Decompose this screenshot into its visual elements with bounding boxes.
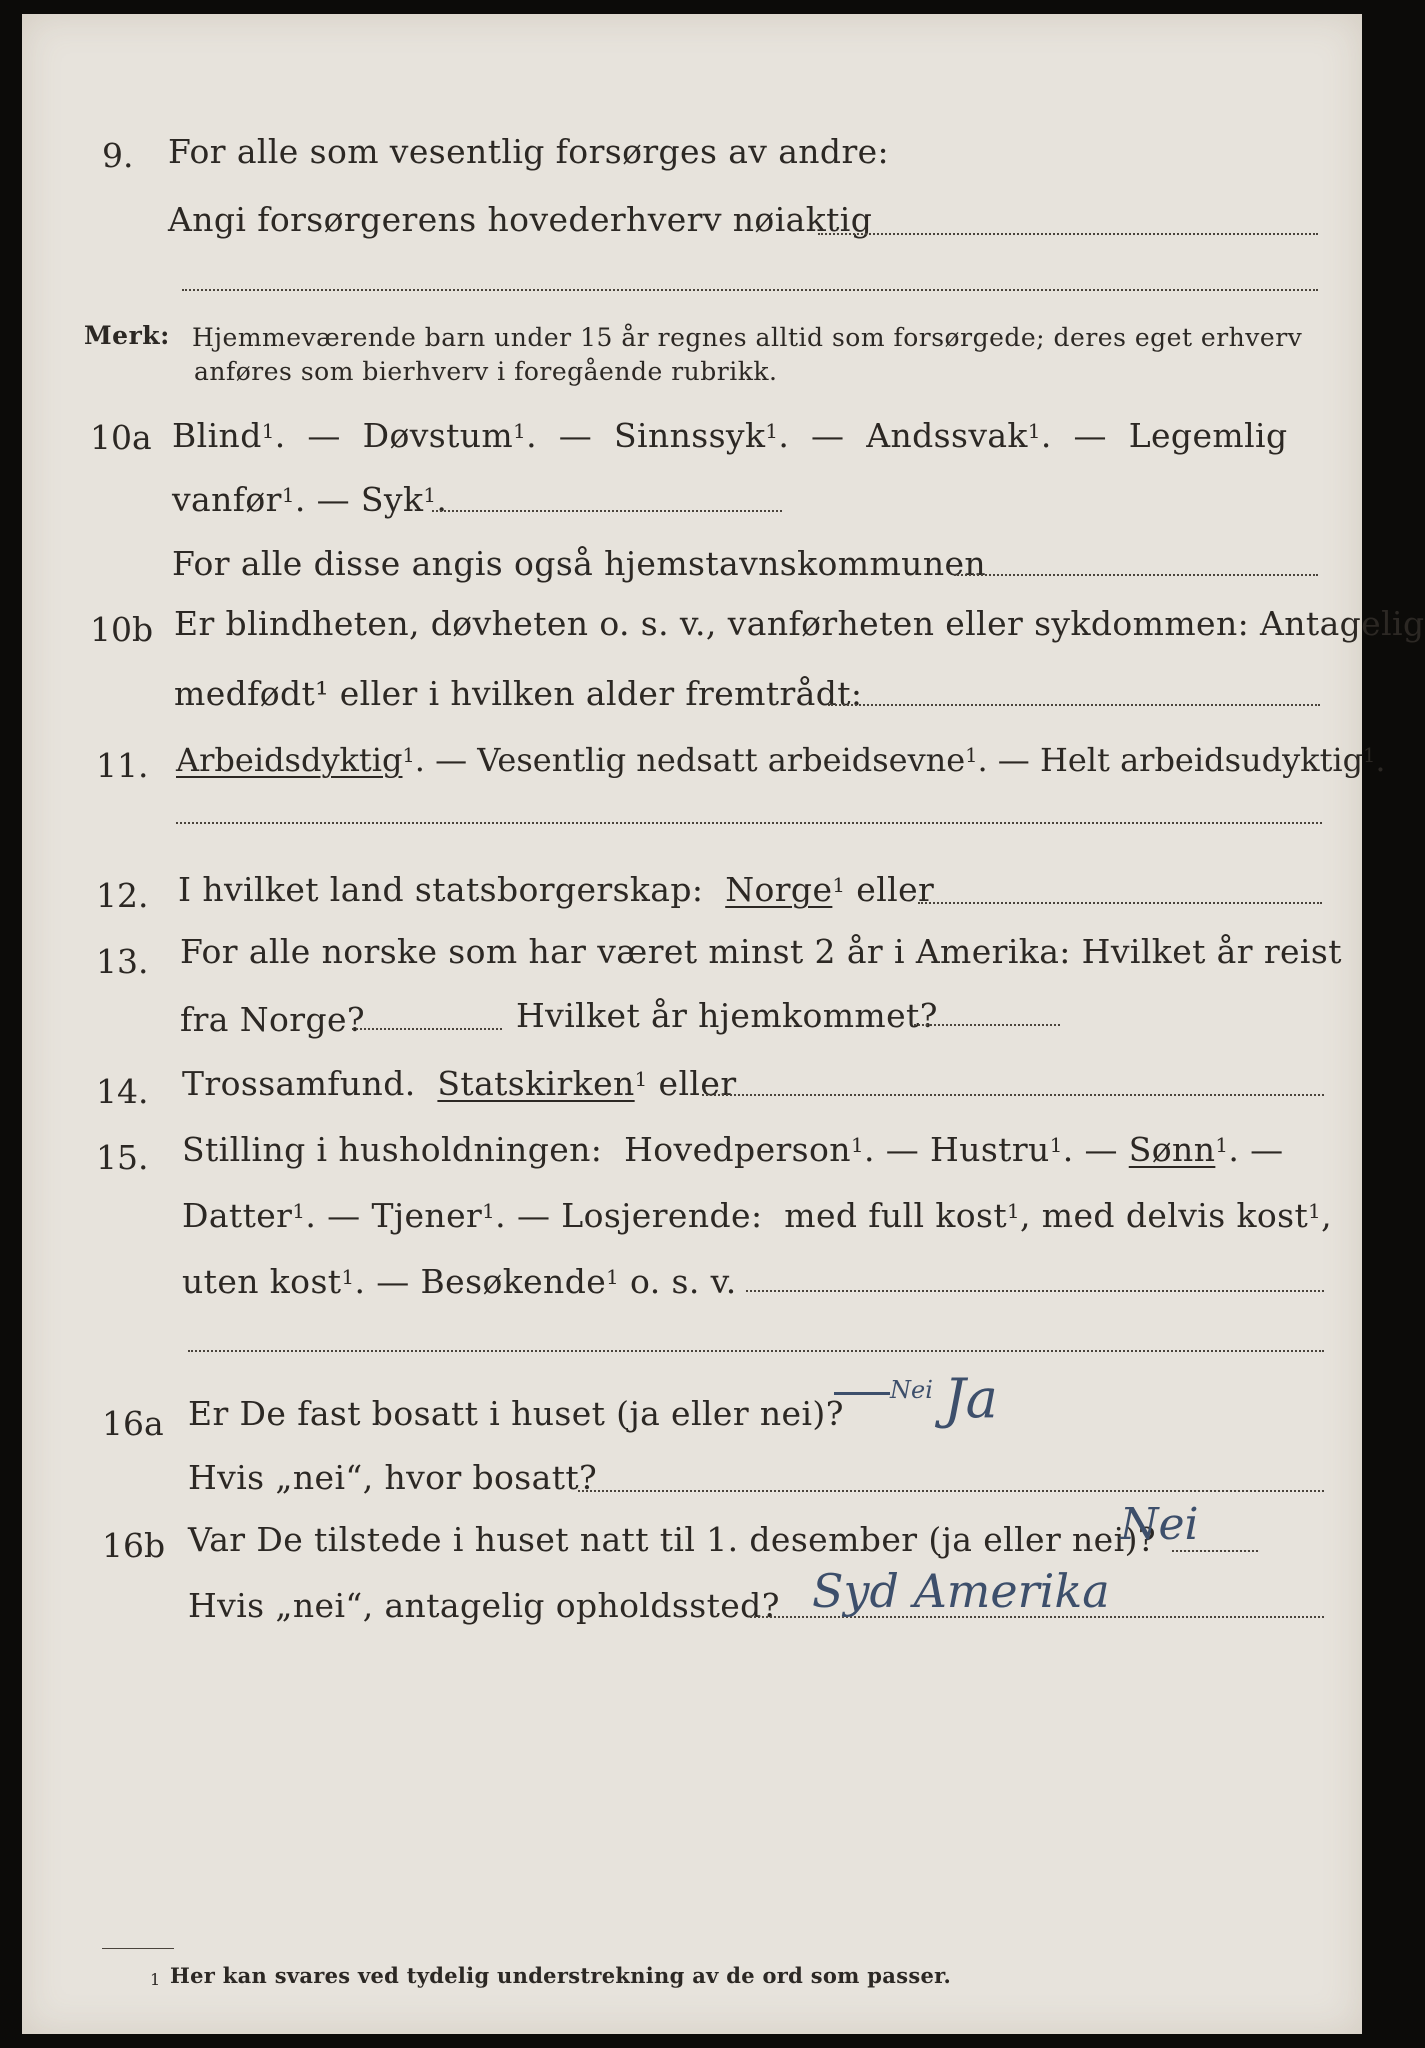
question-text: Er De fast bosatt i huset (ja eller nei)? <box>188 1394 844 1433</box>
question-number: 11. <box>96 746 149 785</box>
option-full-kost[interactable]: med full kost <box>784 1196 1008 1235</box>
answer-line <box>954 574 1318 576</box>
handwritten-answer: Nei <box>1120 1499 1199 1550</box>
option-arbeidsdyktig[interactable]: Arbeidsdyktig <box>176 741 403 779</box>
option-nedsatt[interactable]: Vesentlig nedsatt arbeidsevne <box>477 741 966 779</box>
answer-line <box>914 1024 1060 1026</box>
question-number: 15. <box>96 1138 149 1177</box>
merk-text: Hjemmeværende barn under 15 år regnes alltid som forsørgede; deres eget erhverv <box>192 323 1303 352</box>
handwritten-answer: Ja <box>944 1367 998 1430</box>
option-sonn[interactable]: Sønn <box>1128 1130 1216 1169</box>
question-number: 9. <box>102 136 134 175</box>
option-datter[interactable]: Datter <box>182 1196 293 1235</box>
option-hustru[interactable]: Hustru <box>930 1130 1050 1169</box>
strike-mark <box>834 1392 890 1395</box>
question-text: uten kost$^1$. — Besøkende$^1$ o. s. v. <box>182 1262 737 1301</box>
option-vanfor[interactable]: vanfør <box>172 480 282 519</box>
answer-line <box>176 822 1322 824</box>
handwritten-answer: Syd Amerika <box>812 1564 1110 1618</box>
question-text: For alle som vesentlig forsørges av andre: <box>168 132 890 171</box>
question-text: Trossamfund. Statskirken$^1$ eller <box>182 1064 737 1103</box>
question-number: 10a <box>90 418 152 457</box>
answer-line <box>702 1094 1324 1096</box>
question-number: 12. <box>96 876 149 915</box>
option-sinnssyk[interactable]: Sinnssyk <box>613 416 766 455</box>
question-text: medfødt¹ eller i hvilken alder fremtrådt: <box>174 674 863 713</box>
option-uten-kost[interactable]: uten kost <box>182 1262 342 1301</box>
question-text: Arbeidsdyktig$^1$. — Vesentlig nedsatt arbeidsevne$^1$. — Helt arbeidsudyktig$^1$. <box>176 741 1386 779</box>
question-number: 16a <box>102 1404 164 1443</box>
option-norge[interactable]: Norge <box>725 870 833 909</box>
question-text: Var De tilstede i huset natt til 1. desember (ja eller nei)? <box>188 1520 1156 1559</box>
answer-line <box>746 1290 1324 1292</box>
question-text: Stilling i husholdningen: Hovedperson$^1$. — Hustru$^1$. — Sønn$^1$. — <box>182 1130 1284 1169</box>
answer-line <box>578 1490 1324 1492</box>
question-text: Datter$^1$. — Tjener$^1$. — Losjerende: med full kost$^1$, med delvis kost$^1$, <box>182 1196 1333 1235</box>
question-number: 14. <box>96 1072 149 1111</box>
question-text: Angi forsørgerens hovederhverv nøiaktig <box>168 200 873 239</box>
option-syk[interactable]: Syk <box>360 480 424 519</box>
option-blind[interactable]: Blind <box>172 416 262 455</box>
answer-line <box>818 233 1318 235</box>
question-text: Blind$^1$. — Døvstum$^1$. — Sinnssyk$^1$. — Andssvak$^1$. — Legemlig <box>172 416 1288 455</box>
answer-line <box>1172 1550 1258 1552</box>
question-number: 16b <box>102 1526 166 1565</box>
question-text: For alle disse angis også hjemstavnskommunen <box>172 544 987 583</box>
option-dovstum[interactable]: Døvstum <box>362 416 514 455</box>
option-udyktig[interactable]: Helt arbeidsudyktig <box>1039 741 1364 779</box>
question-text: fra Norge? <box>180 1000 366 1039</box>
option-legemlig[interactable]: Legemlig <box>1128 416 1288 455</box>
question-text: Er blindheten, døvheten o. s. v., vanførheten eller sykdommen: Antagelig <box>174 604 1425 643</box>
question-text: Hvilket år hjemkommet? <box>516 996 938 1035</box>
question-text: Hvis „nei“, hvor bosatt? <box>188 1458 598 1497</box>
option-statskirken[interactable]: Statskirken <box>437 1064 635 1103</box>
answer-line <box>182 289 1318 291</box>
merk-label: Merk: <box>84 321 170 350</box>
option-besokende[interactable]: Besøkende <box>420 1262 607 1301</box>
question-number: 13. <box>96 942 149 981</box>
answer-line <box>432 510 782 512</box>
footnote-rule <box>102 1948 174 1949</box>
question-number: 10b <box>90 610 154 649</box>
census-form-page <box>22 14 1425 2034</box>
option-andssvak[interactable]: Andssvak <box>866 416 1028 455</box>
answer-line <box>352 1028 502 1030</box>
question-text: For alle norske som har været minst 2 år i Amerika: Hvilket år reist <box>180 932 1342 971</box>
question-text: I hvilket land statsborgerskap: Norge$^1$ eller <box>178 870 935 909</box>
footnote-mark: 1 <box>150 1970 161 1989</box>
option-hovedperson[interactable]: Hovedperson <box>624 1130 851 1169</box>
option-tjener[interactable]: Tjener <box>371 1196 483 1235</box>
merk-text: anføres som bierhverv i foregående rubrikk. <box>194 357 778 386</box>
answer-line <box>188 1350 1324 1352</box>
answer-line <box>918 902 1322 904</box>
question-text: Hvis „nei“, antagelig opholdssted? <box>188 1586 780 1625</box>
struck-text: Nei <box>890 1376 933 1404</box>
option-delvis-kost[interactable]: med delvis kost <box>1041 1196 1309 1235</box>
footnote-text: Her kan svares ved tydelig understrekning av de ord som passer. <box>170 1963 952 1988</box>
answer-line <box>828 704 1320 706</box>
question-text: vanfør$^1$. — Syk$^1$. <box>172 480 448 519</box>
